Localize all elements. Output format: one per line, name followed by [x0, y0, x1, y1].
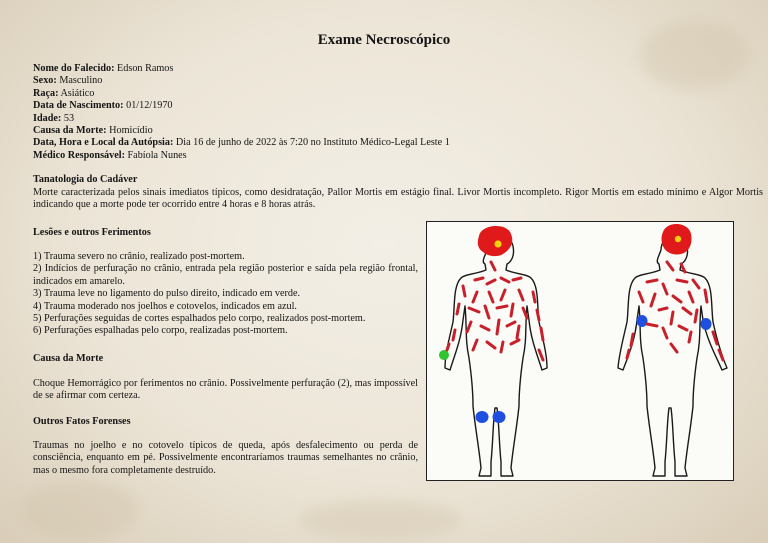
- document-title: Exame Necroscópico: [317, 32, 451, 48]
- body-front-outline: [445, 236, 547, 476]
- elbow-left-trauma: [637, 315, 648, 327]
- outros-text: Traumas no joelho e no cotovelo típicos de queda, após desfalecimento ou perda de consciência, enquanto em pé. Possivelmente encontraríamos traumas semelhantes no crânio, mas o mesmo fora completamente destruído.: [33, 440, 418, 476]
- causa-title: Causa da Morte: [33, 353, 104, 364]
- field-age: Idade: 53: [33, 112, 75, 124]
- field-birthdate: Data de Nascimento: 01/12/1970: [33, 100, 173, 112]
- perforation-back: [675, 236, 681, 242]
- outros-title: Outros Fatos Forenses: [33, 416, 131, 427]
- field-doctor: Médico Responsável: Fabíola Nunes: [33, 149, 187, 161]
- lesao-item: 4) Trauma moderado nos joelhos e cotovelos, indicados em azul.: [33, 300, 297, 312]
- tanatologia-title: Tanatologia do Cadáver: [33, 174, 138, 185]
- lesoes-title: Lesões e outros Ferimentos: [33, 227, 151, 238]
- body-diagram: [426, 221, 734, 481]
- field-autopsy: Data, Hora e Local da Autópsia: Dia 16 de junho de 2022 às 7:20 no Instituto Médico-Legal Leste 1: [33, 137, 450, 149]
- field-name: Nome do Falecido: Edson Ramos: [33, 63, 174, 74]
- body-diagram-svg: [427, 222, 733, 480]
- lesao-item: 1) Trauma severo no crânio, realizado post-mortem.: [33, 251, 245, 262]
- knee-right-trauma: [493, 411, 506, 423]
- field-cause: Causa da Morte: Homicídio: [33, 125, 153, 137]
- elbow-right-trauma: [701, 318, 712, 330]
- tanatologia-text: Morte caracterizada pelos sinais imediatos típicos, como desidratação, Pallor Mortis em estágio final. Livor Mortis incompleto. Rigor Mortis em estado mínimo e Algor Mortis indicando que a morte pode ter ocorrido entre 4 horas e 8 horas atrás.: [33, 187, 763, 211]
- perforation-front: [494, 240, 501, 247]
- causa-text: Choque Hemorrágico por ferimentos no crânio. Possivelmente perfuração (2), mas impossível de se afirmar com certeza.: [33, 378, 418, 402]
- lesao-item: 2) Indícios de perfuração no crânio, entrada pela região posterior e saída pela região frontal, indicados em amarelo.: [33, 263, 418, 287]
- lesoes-list: [33, 251, 418, 338]
- deceased-info: [33, 63, 450, 162]
- wrist-trauma: [439, 350, 449, 360]
- lesao-item: 6) Perfurações espalhadas pelo corpo, realizadas post-mortem.: [33, 325, 288, 337]
- lesao-item: 3) Trauma leve no ligamento do pulso direito, indicado em verde.: [33, 288, 301, 300]
- skull-trauma-front: [478, 226, 512, 256]
- field-race: Raça: Asiático: [33, 87, 95, 99]
- field-sex: Sexo: Masculino: [33, 75, 103, 87]
- knee-left-trauma: [476, 411, 489, 423]
- body-back-outline: [618, 236, 727, 476]
- lesao-item: 5) Perfurações seguidas de cortes espalhados pelo corpo, realizados post-mortem.: [33, 313, 366, 325]
